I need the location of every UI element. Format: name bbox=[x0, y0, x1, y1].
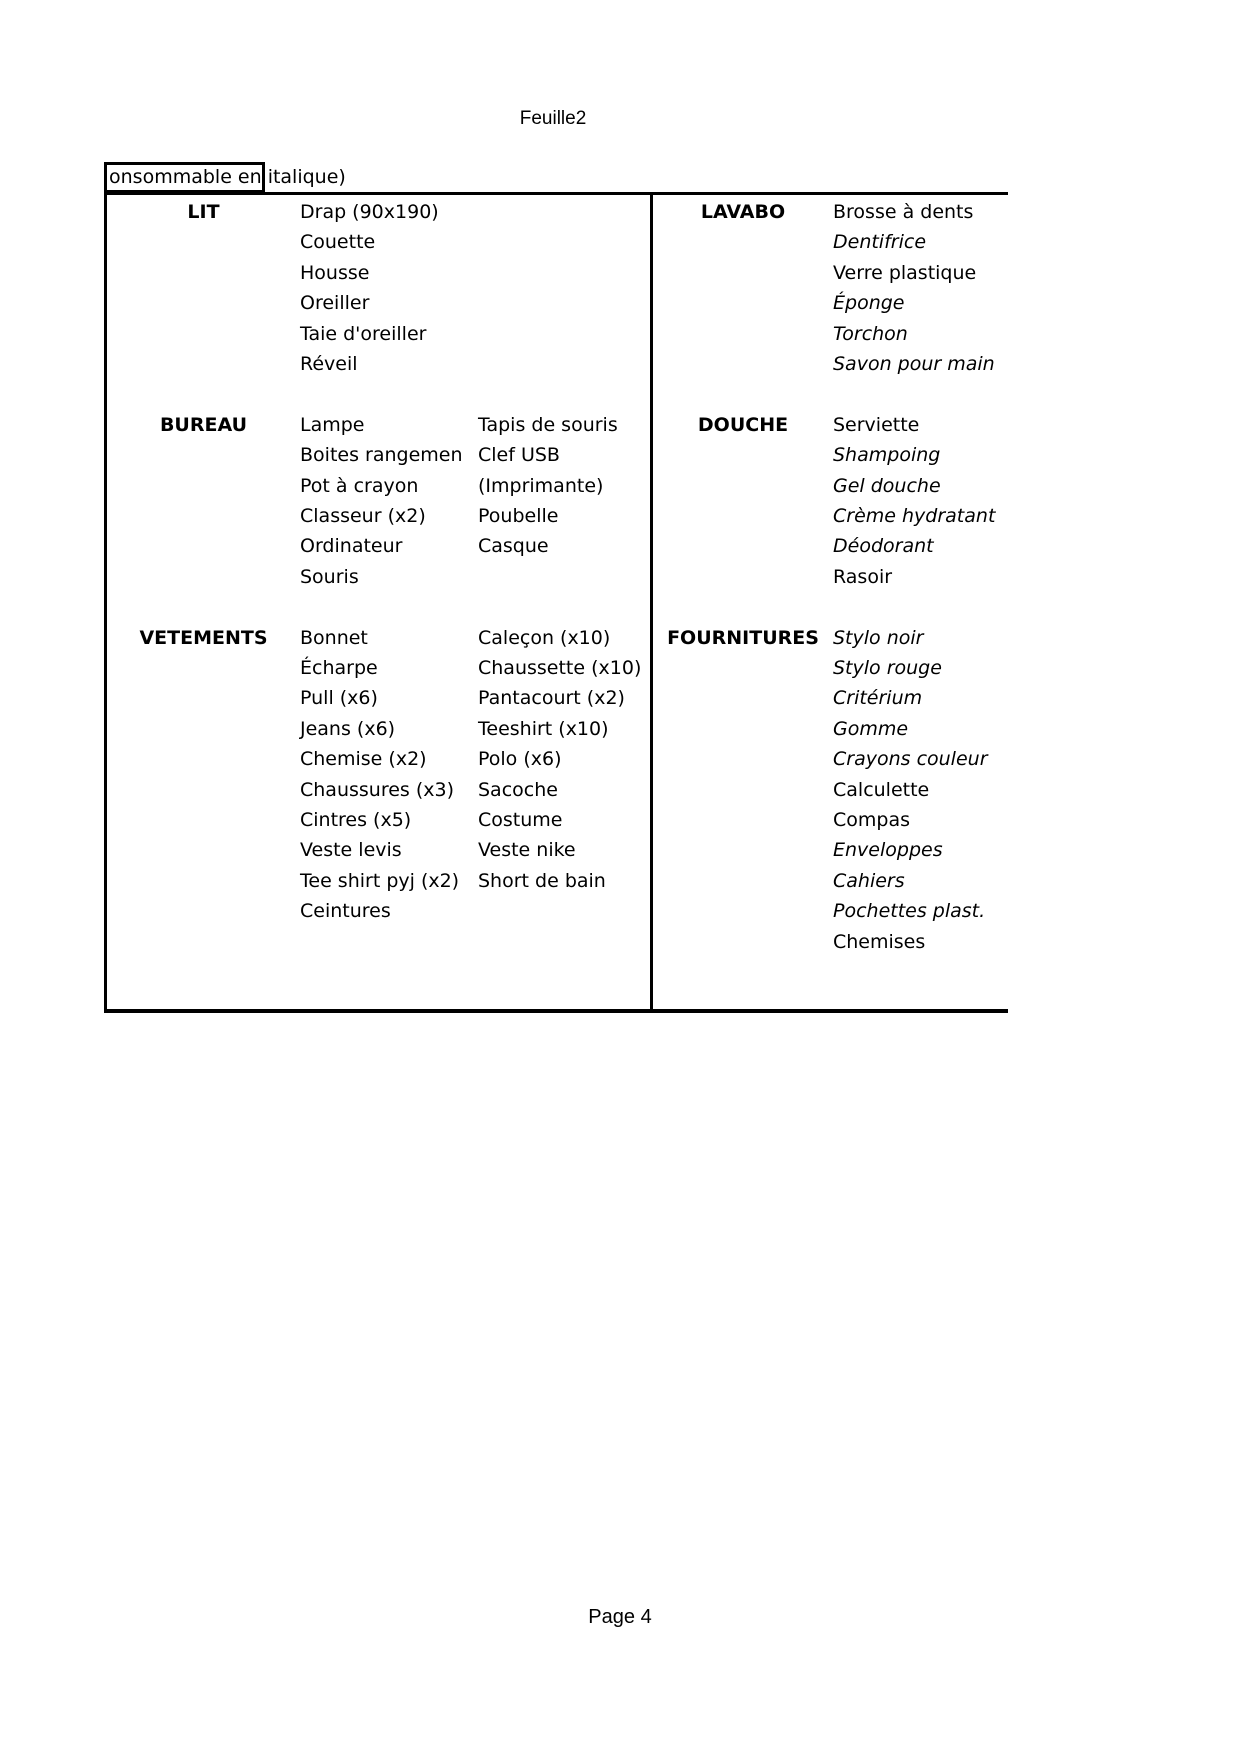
list-item: Chemises bbox=[833, 930, 926, 953]
list-item: Costume bbox=[478, 808, 563, 831]
list-item: Souris bbox=[300, 565, 359, 588]
list-item: Chemise (x2) bbox=[300, 748, 427, 771]
list-item: Pot à crayon bbox=[300, 474, 419, 497]
list-item: Oreiller bbox=[300, 292, 370, 315]
list-item: Brosse à dents bbox=[833, 201, 974, 223]
list-item: Réveil bbox=[300, 352, 358, 375]
packing-list-table bbox=[104, 192, 1008, 1013]
list-item: Calculette bbox=[833, 778, 930, 801]
list-item: Ceintures bbox=[300, 900, 391, 923]
list-item: Casque bbox=[478, 535, 549, 558]
list-item: Critérium bbox=[833, 687, 923, 710]
list-item: Housse bbox=[300, 261, 370, 284]
list-item: Stylo noir bbox=[833, 626, 924, 649]
item-column bbox=[833, 410, 995, 592]
list-item: Drap (90x190) bbox=[300, 201, 439, 223]
list-item: Veste nike bbox=[478, 839, 576, 862]
list-item: Pantacourt (x2) bbox=[478, 687, 625, 710]
list-item: Shampoing bbox=[833, 444, 941, 467]
item-column bbox=[833, 197, 995, 379]
list-item: Dentifrice bbox=[833, 231, 927, 254]
list-item: Pull (x6) bbox=[300, 687, 378, 710]
list-item: Stylo rouge bbox=[833, 656, 942, 679]
category-label: VETEMENTS bbox=[139, 626, 268, 649]
category-label: FOURNITURES bbox=[667, 626, 819, 649]
item-column bbox=[300, 410, 463, 592]
list-item: Tapis de souris bbox=[478, 413, 618, 436]
category-label: LAVABO bbox=[700, 201, 786, 223]
list-item: Ordinateur bbox=[300, 535, 403, 558]
list-item: Tee shirt pyj (x2) bbox=[300, 869, 460, 892]
list-item: Chaussures (x3) bbox=[300, 778, 455, 801]
list-item: Gomme bbox=[833, 717, 909, 740]
item-column bbox=[478, 623, 641, 897]
list-item: Écharpe bbox=[300, 656, 378, 679]
note-cell-text: onsommable en italique) bbox=[109, 166, 346, 188]
list-item: Cintres (x5) bbox=[300, 808, 412, 831]
item-column bbox=[300, 197, 439, 379]
list-item: Caleçon (x10) bbox=[478, 626, 611, 649]
list-item: Sacoche bbox=[478, 778, 558, 801]
list-item: Poubelle bbox=[478, 504, 559, 527]
item-column bbox=[478, 410, 618, 562]
list-item: Boites rangemen bbox=[300, 444, 463, 467]
item-column bbox=[833, 623, 988, 957]
list-item: Cahiers bbox=[833, 869, 905, 892]
category-label: LIT bbox=[187, 201, 220, 223]
list-item: Teeshirt (x10) bbox=[478, 717, 609, 740]
page-number: Page 4 bbox=[588, 1606, 652, 1628]
table-column-divider bbox=[650, 195, 653, 1009]
page-title: Feuille2 bbox=[519, 108, 587, 129]
list-item: Torchon bbox=[833, 322, 908, 345]
list-item: Crayons couleur bbox=[833, 748, 988, 771]
list-item: Polo (x6) bbox=[478, 748, 562, 771]
list-item: Short de bain bbox=[478, 869, 606, 892]
category-label: BUREAU bbox=[159, 413, 248, 436]
list-item: Gel douche bbox=[833, 474, 941, 497]
item-column bbox=[300, 623, 459, 927]
list-item: Chaussette (x10) bbox=[478, 656, 642, 679]
list-item: Pochettes plast. bbox=[833, 900, 986, 923]
list-item: (Imprimante) bbox=[478, 474, 604, 497]
list-item: Rasoir bbox=[833, 565, 893, 588]
list-item: Verre plastique bbox=[833, 261, 977, 284]
list-item: Clef USB bbox=[478, 444, 560, 467]
list-item: Bonnet bbox=[300, 626, 368, 649]
list-item: Taie d'oreiller bbox=[300, 322, 427, 345]
list-item: Déodorant bbox=[833, 535, 934, 558]
list-item: Serviette bbox=[833, 413, 920, 436]
list-item: Classeur (x2) bbox=[300, 504, 426, 527]
list-item: Compas bbox=[833, 808, 911, 831]
category-label: DOUCHE bbox=[697, 413, 789, 436]
list-item: Enveloppes bbox=[833, 839, 943, 862]
list-item: Savon pour main bbox=[833, 352, 995, 375]
list-item: Couette bbox=[300, 231, 376, 254]
list-item: Jeans (x6) bbox=[300, 717, 396, 740]
list-item: Éponge bbox=[833, 292, 905, 315]
list-item: Veste levis bbox=[300, 839, 402, 862]
list-item: Crème hydratant bbox=[833, 504, 996, 527]
list-item: Lampe bbox=[300, 413, 365, 436]
